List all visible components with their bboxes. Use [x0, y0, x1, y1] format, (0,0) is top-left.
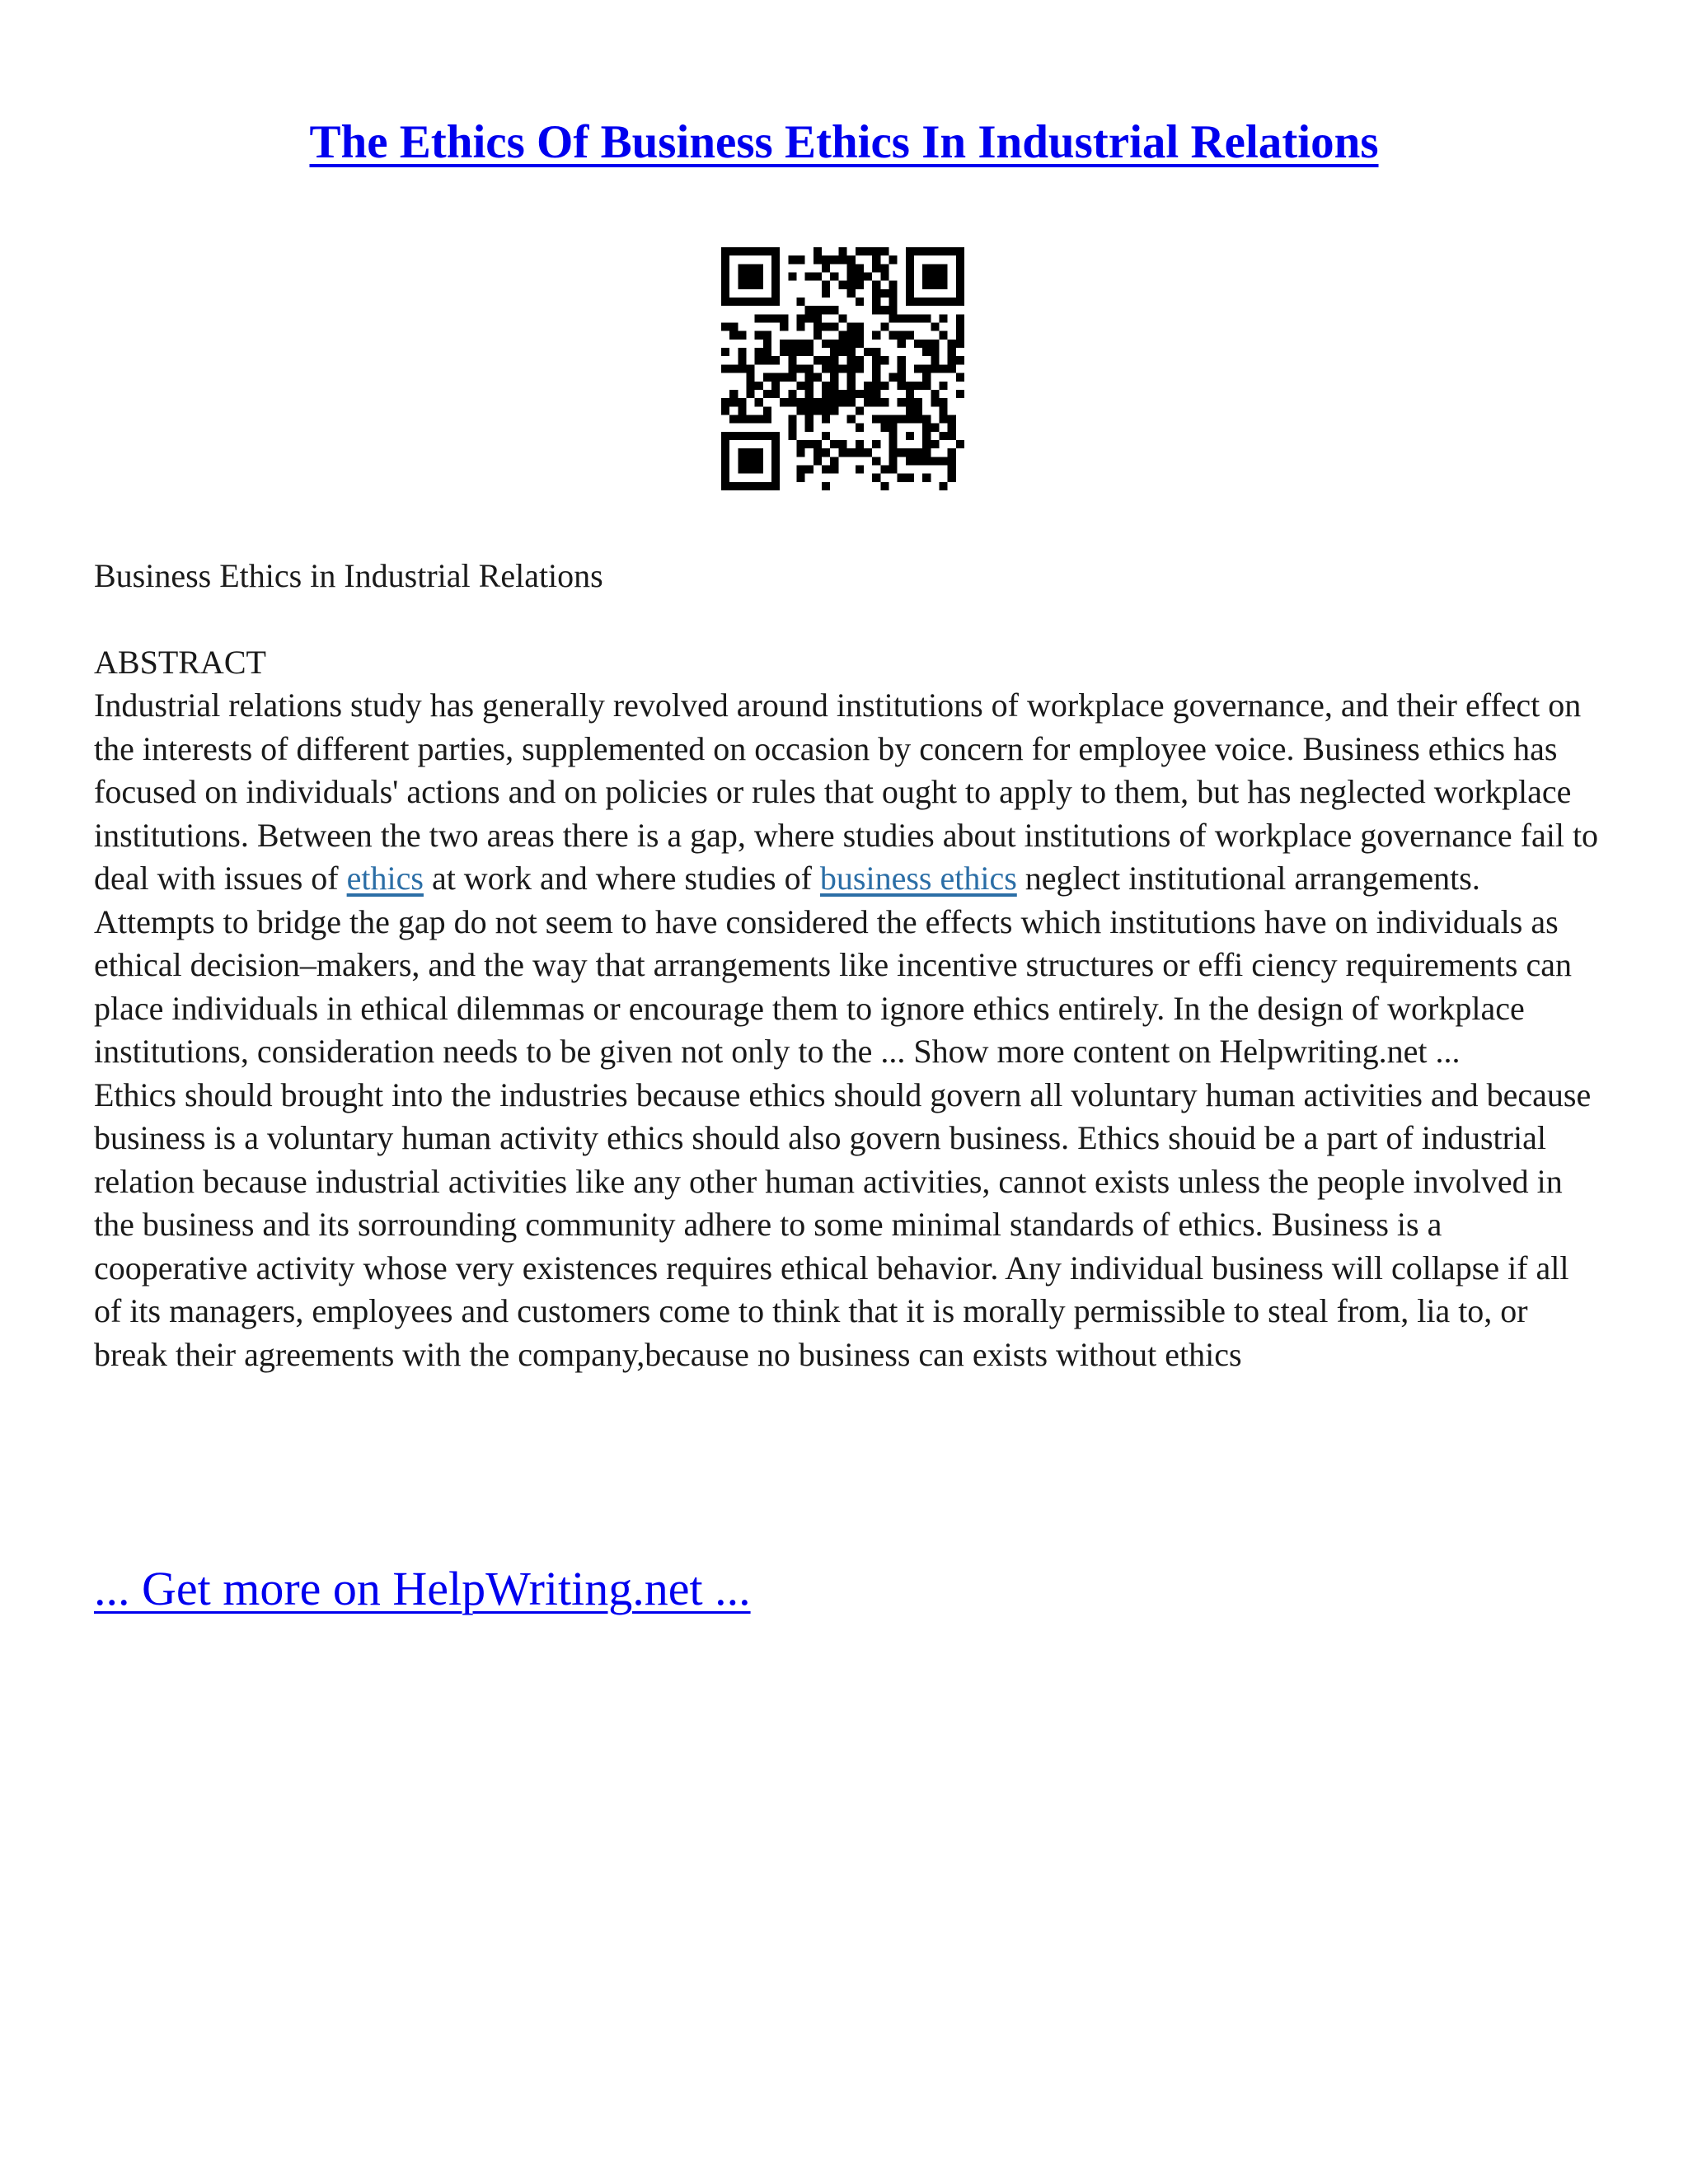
abstract-text-3: neglect institutional arrangements. Attempts to bridge the gap do not seem to have considered the effects which institutions have on individuals as ethical decision–makers, and the way that arrangements like incentive structures or effi ciency requirements can place individuals in ethical dilemmas or encourage them to ignore ethics entirely. In the design of workplace institutions, consideration needs to be given not only to the ... Show more content on Helpwriting.net ... — [94, 860, 1572, 1070]
document-subtitle: Business Ethics in Industrial Relations — [94, 557, 603, 594]
abstract-text-1: Industrial relations study has generally revolved around institutions of workplace governance, and their effect on the interests of different parties, supplemented on occasion by concern for employee voice. Business ethics has focused on individuals' actions and on policies or rules that ought to apply to them, but has neglected workplace institutions. Between the two areas there is a gap, where studies about institutions of workplace governance fail to deal with issues of — [94, 687, 1599, 897]
title-link[interactable]: The Ethics Of Business Ethics In Industrial Relations — [309, 116, 1379, 168]
body-paragraph: Ethics should brought into the industries because ethics should govern all voluntary human activities and because business is a voluntary human activity ethics should also govern business. Ethics shouid be a part of industrial relation because industrial activities like any other human activities, cannot exists unless the people involved in the business and its sorrounding community adhere to some minimal standards of ethics. Business is a cooperative activity whose very existences requires ethical behavior. Any individual business will collapse if all of its managers, employees and customers come to think that it is morally permissible to steal from, lia to, or break their agreements with the company,because no business can exists without ethics — [94, 1076, 1592, 1373]
business-ethics-link[interactable]: business ethics — [819, 860, 1017, 897]
qr-code-icon — [721, 247, 964, 490]
page-title — [0, 114, 1688, 171]
qr-code-graphic — [721, 247, 964, 490]
abstract-text-2: at work and where studies of — [423, 860, 820, 897]
get-more-link[interactable]: ... Get more on HelpWriting.net ... — [94, 1562, 751, 1615]
abstract-paragraph — [94, 684, 1602, 1074]
document-body — [94, 555, 1602, 1376]
get-more-link-container — [94, 1560, 751, 1618]
ethics-link[interactable]: ethics — [346, 860, 424, 897]
abstract-heading: ABSTRACT — [94, 643, 266, 681]
